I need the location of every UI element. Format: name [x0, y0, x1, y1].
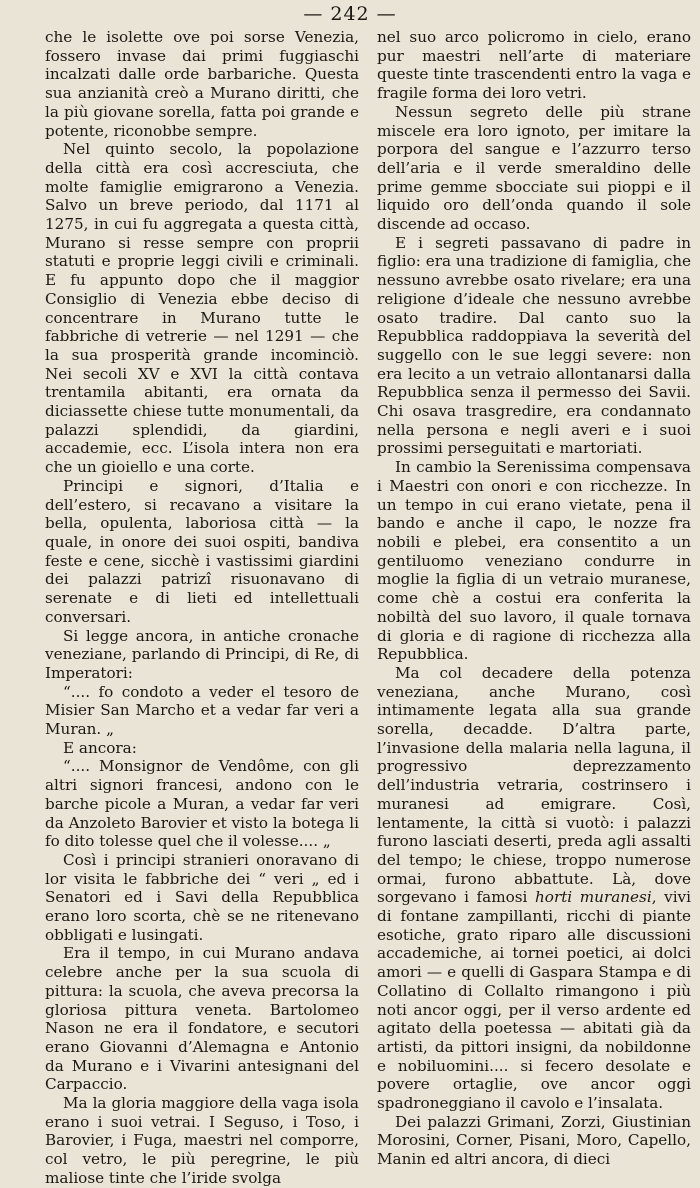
paragraph: Ma la gloria maggiore della vaga isola erano i suoi vetrai. I Seguso, i Toso, i Barovier, i Fuga, maestri nel comporre, col vetro, le più peregrine, le più maliose tinte che l’iride svolga: [45, 1094, 359, 1187]
paragraph: nel suo arco policromo in cielo, erano pur maestri nell’arte di materiare queste tinte trascendenti entro la vaga e fragile forma dei loro vetri.: [377, 28, 691, 103]
paragraph: Nessun segreto delle più strane miscele era loro ignoto, per imitare la porpora del sangue e l’azzurro terso dell’aria e il verde smeraldino delle prime gemme sbocciate sui pioppi e il liquido oro dell’onda quando il sole discende ad occaso.: [377, 102, 691, 234]
paragraph: E ancora:: [63, 738, 137, 757]
paragraph: E i segreti passavano di padre in figlio: era una tradizione di famiglia, che nessuno avrebbe osato rivelare; era una religione d’ideale che nessuno avrebbe osato tradire. Dal canto suo la Repubblica raddoppiava la severità del suggello con le sue leggi severe: non era lecito a un vetraio allontanarsi dalla Repubblica senza il permesso dei Savii. Chi osava trasgredire, era condannato nella persona e negli averi e i suoi prossimi perseguitati e martoriati.: [377, 233, 691, 458]
paragraph: [377, 664, 691, 1113]
text-run: Ma col decadere della potenza veneziana, anche Murano, così intimamente legata alla sua grande sorella, decadde. D’altra parte, l’invasione della malaria nella laguna, il progressivo deprezzamento dell’industria vetraria, costrinsero i muranesi ad emigrare. Così, lentamente, la città si vuotò: i palazzi furono lasciati deserti, preda agli assalti del tempo; le chiese, troppo numerose ormai, furono abbattute. Là, dove sorgevano i famosi: [377, 663, 691, 907]
right-column: [377, 28, 691, 1188]
page-number: — 242 —: [303, 3, 397, 25]
paragraph: In cambio la Serenissima compensava i Maestri con onori e con ricchezze. In un tempo in cui erano vietate, pena il bando e anche il capo, le nozze fra nobili e plebei, era consentito a un gentiluomo veneziano condurre in moglie la figlia di un vetraio muranese, come chè a costui era conferita la nobiltà del suo lavoro, il quale tornava di gloria e di ragione di ricchezza alla Repubblica.: [377, 458, 691, 664]
paragraph: Si legge ancora, in antiche cronache veneziane, parlando di Principi, di Re, di Imperatori:: [45, 626, 359, 682]
paragraph: Dei palazzi Grimani, Zorzi, Giustinian Morosini, Corner, Pisani, Moro, Capello, Manin ed altri ancora, di dieci: [377, 1112, 691, 1169]
paragraph: Principi e signori, d’Italia e dell’estero, si recavano a visitare la bella, opulenta, laboriosa città — la quale, in onore dei suoi ospiti, bandiva feste e cene, sicchè i vastissimi giardini dei palazzi patrizî risuonavano di serenate e di lieti ed intellettuali conversari.: [45, 476, 359, 626]
text-run: , vivi di fontane zampillanti, ricchi di piante esotiche, grato riparo alle discussioni accademiche, ai tornei poetici, ai dolci amori — e quelli di Gaspara Stampa e di Collatino di Collalto rimangono i più noti ancor oggi, per il verso ardente ed agitato della poetessa — abitati già da artisti, da pittori insigni, da nobildonne e nobiluomini.... si fecero desolate e povere ortaglie, ove ancor oggi spadroneggiano il cavolo e l’insalata.: [377, 888, 691, 1113]
text-columns: [45, 28, 700, 1188]
quotation: “.... Monsignor de Vendôme, con gli altri signori francesi, andono con le barche picole a Muran, a vedar far veri da Anzoleto Barovier et visto la botega li fo dito tolesse quel che il volesse.... „: [45, 757, 359, 851]
italic-term: horti muranesi: [535, 888, 652, 907]
paragraph: Nel quinto secolo, la popolazione della città era così accresciuta, che molte famiglie emigrarono a Venezia. Salvo un breve periodo, dal 1171 al 1275, in cui fu aggregata a questa città, Murano si resse sempre con proprii statuti e proprie leggi civili e criminali. E fu appunto dopo che il maggior Consiglio di Venezia ebbe deciso di concentrare in Murano tutte le fabbriche di vetrerie — nel 1291 — che la sua prosperità grande incominciò. Nei secoli XV e XVI la città contava trentamila abitanti, era ornata da diciassette chiese tutte monumentali, da palazzi splendidi, da giardini, accademie, ecc. L’isola intera non era che un gioiello e una corte.: [45, 140, 359, 477]
paragraph: Era il tempo, in cui Murano andava celebre anche per la sua scuola di pittura: la scuola, che aveva precorsa la gloriosa pittura veneta. Bartolomeo Nason ne era il fondatore, e secutori erano Giovanni d’Alemagna e Antonio da Murano e i Vivarini antesignani del Carpaccio.: [45, 944, 359, 1094]
paragraph: Così i principi stranieri onoravano di lor visita le fabbriche dei “ veri „ ed i Senatori ed i Savi della Repubblica erano loro scorta, chè se ne ritenevano obbligati e lusingati.: [45, 850, 359, 944]
paragraph: che le isolette ove poi sorse Venezia, fossero invase dai primi fuggiaschi incalzati dalle orde barbariche. Questa sua anzianità creò a Murano diritti, che la più giovane sorella, fatta poi grande e potente, riconobbe sempre.: [45, 28, 359, 140]
left-column: [45, 28, 359, 1188]
quotation: “.... fo condoto a veder el tesoro de Misier San Marcho et a vedar far veri a Muran. „: [45, 682, 359, 739]
